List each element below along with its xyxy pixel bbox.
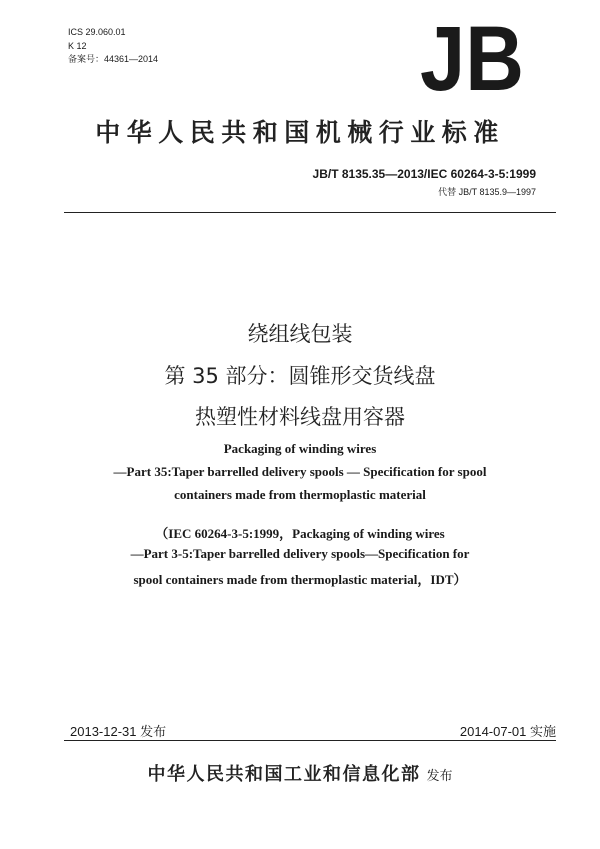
issuer-suffix: 发布 xyxy=(426,769,453,784)
iec-ref-line2: —Part 3-5:Taper barrelled delivery spools—Specification for xyxy=(130,546,470,561)
jb-logo-text: JB xyxy=(420,18,524,96)
top-divider xyxy=(64,212,556,213)
classification-block xyxy=(68,26,158,67)
title-en-line3: containers made from thermoplastic material xyxy=(174,487,426,502)
filing-number: 备案号：44361—2014 xyxy=(68,54,159,64)
bottom-divider xyxy=(64,740,556,741)
ics-code: ICS 29.060.01 xyxy=(68,27,126,37)
replaces-standard: 代替 JB/T 8135.9—1997 xyxy=(438,187,536,197)
publish-date: 2013-12-31 发布 xyxy=(70,724,167,739)
jb-logo xyxy=(418,18,526,96)
title-en-line2: —Part 35:Taper barrelled delivery spools — Specification for spool xyxy=(113,464,487,479)
implement-date: 2014-07-01 实施 xyxy=(459,724,556,739)
title-cn-line1: 绕组线包装 xyxy=(247,322,353,346)
issuer xyxy=(0,760,600,786)
title-cn-line3: 热塑性材料线盘用容器 xyxy=(195,405,405,429)
ccs-code: K 12 xyxy=(68,40,87,51)
issuer-name: 中华人民共和国工业和信息化部 xyxy=(147,764,421,785)
standard-category-title: 中华人民共和国机械行业标准 xyxy=(95,118,505,147)
iec-ref-line3: spool containers made from thermoplastic material，IDT） xyxy=(133,572,467,587)
title-cn-line2: 第 35 部分：圆锥形交货线盘 xyxy=(164,364,436,388)
title-en-line1: Packaging of winding wires xyxy=(223,441,377,456)
standard-number: JB/T 8135.35—2013/IEC 60264-3-5:1999 xyxy=(312,167,536,181)
iec-ref-line1: （IEC 60264-3-5:1999，Packaging of winding wires xyxy=(155,526,445,541)
